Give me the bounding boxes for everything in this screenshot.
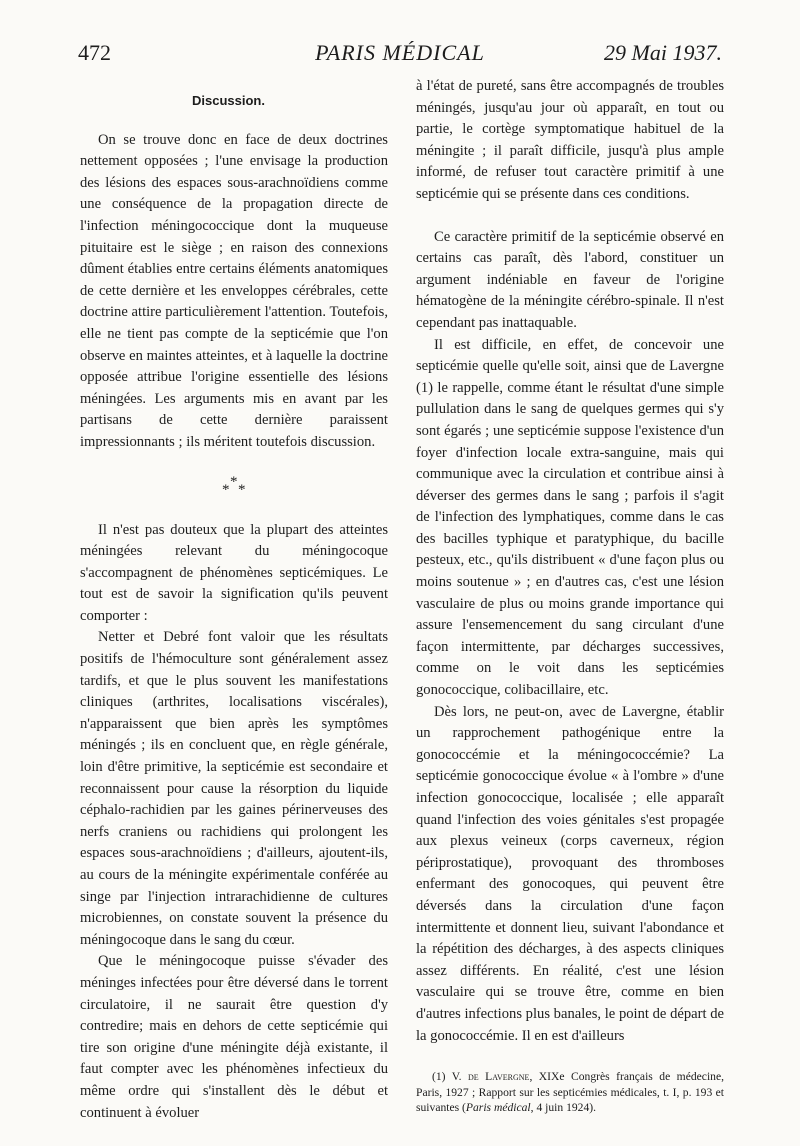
right-column	[416, 76, 724, 1115]
footnote-body: , XIXe Congrès français de médecine, Paris, 1927 ; Rapport sur les septicémies médicales, t. I, p. 193 et suivantes (	[416, 1070, 725, 1114]
footnote-source: Paris médical	[465, 1100, 531, 1114]
paragraph: Netter et Debré font valoir que les résultats positifs de l'hémoculture sont généralement assez tardifs, et que le plus souvent les manifestations cliniques (arthrites, localisations viscérales), n'apparaissent que bien après les symptômes méningés ; ils en concluent que, en règle générale, loin d'être primitive, la septicémie est secondaire et reconnaissent pour cause la résorption du liquide céphalo-rachidien par les gaines périnerveuses des nerfs craniens ou rachidiens qui prolongent les espaces sous-arachnoïdiens ; d'ailleurs, ajoutent-ils, au cours de la méningite expérimentale conférée au singe par l'injection intrarachidienne de cultures microbiennes, on constate souvent la présence du méningocoque dans le sang du cœur.	[80, 629, 388, 948]
left-column	[80, 76, 388, 1124]
paragraph: Il n'est pas douteux que la plupart des atteintes méningées relevant du méningocoque s'accompagnent de phénomènes septicémiques. Le tout est de savoir la signification qu'ils peuvent comporter :	[80, 521, 388, 624]
paragraph: On se trouve donc en face de deux doctrines nettement opposées ; l'une envisage la production des lésions des espaces sous-arachnoïdiens comme une conséquence de la propagation directe de l'infection méningococcique dont la muqueuse pituitaire est le siège ; en raison des connexions dûment établies entre certains éléments anatomiques de cette dernière et les enveloppes cérébrales, cette doctrine attire particulièrement l'attention. Toutefois, elle ne tient pas compte de la septicémie que l'on observe en maintes atteintes, et à laquelle la doctrine opposée attribue l'origine essentielle des lésions méningées. Les arguments mis en avant par les partisans de cette dernière paraissent impressionnants ; ils méritent toutefois discussion.	[80, 131, 388, 450]
journal-title: PARIS MÉDICAL	[315, 40, 485, 65]
footnote-marker: (1) V.	[432, 1070, 462, 1084]
section-title: Discussion.	[192, 93, 265, 108]
paragraph: Il est difficile, en effet, de concevoir une septicémie quelle qu'elle soit, ainsi que de Lavergne (1) le rappelle, comme étant le résultat d'une simple pullulation dans le sang de quelques germes qui s'y sont égarés ; une septicémie suppose l'existence d'un foyer d'infection locale extra-sanguine, mais qui communique avec la circulation et contribue ainsi à déverser des germes dans le sang ; parfois il s'agit de l'infection des lymphatiques, comme dans le cas des bacilles typhique et paratyphique, du bacille pesteux, etc., qu'ils distribuent « d'une façon plus ou moins soutenue » ; en d'autres cas, c'est une lésion vasculaire de plus ou moins grande importance qui assure l'ensemencement du sang circulant d'une façon intermittente, par décharges successives, comme on le voit dans les septicémies gonococcique, colibacillaire, etc.	[416, 336, 724, 699]
asterism-divider	[80, 462, 388, 512]
paragraph: Ce caractère primitif de la septicémie observé en certains cas paraît, dès l'abord, constituer un argument indéniable en faveur de l'origine hématogène de la méningite cérébro-spinale. Il n'est cependant pas inattaquable.	[416, 228, 724, 331]
page-number: 472	[78, 40, 111, 65]
paragraph: Que le méningocoque puisse s'évader des méninges infectées pour être déversé dans le torrent circulatoire, il ne saurait être question d'y contredire; mais en dehors de cette septicémie qui tire son origine d'une méningite déjà existante, il faut compter avec les phénomènes infectieux du même ordre qui s'installent dès le début et continuent à évoluer	[80, 953, 388, 1121]
asterism-star: *	[238, 481, 246, 498]
asterism-star: *	[230, 473, 238, 490]
asterism-star: *	[222, 481, 230, 498]
footnote-author: de Lavergne	[468, 1070, 530, 1084]
paragraph: Dès lors, ne peut-on, avec de Lavergne, établir un rapprochement pathogénique entre la gonococcémie et la méningococcémie? La septicémie gonococcique évolue « à l'ombre » d'une infection gonococcique, localisée ; elle apparaît quand l'infection des voies génitales s'est propagée aux plexus veineux (corps caverneux, région périprostatique), provoquant des thromboses enfermant des gonocoques, qui peuvent être déversés dans la circulation d'une façon intermittente et donnent lieu, suivant l'abondance et la répétition des décharges, à des aspects cliniques assez différents. En réalité, c'est une lésion vasculaire qui se trouve être, comme en bien d'autres infections plus banales, le point de départ de la gonococcémie. Il en est d'ailleurs	[416, 703, 724, 1044]
footnote-text	[416, 1069, 724, 1115]
issue-date: 29 Mai 1937.	[604, 40, 722, 65]
footnote-body-end: , 4 juin 1924).	[530, 1100, 597, 1114]
footnote	[416, 1069, 724, 1115]
running-header	[78, 40, 722, 70]
paragraph: à l'état de pureté, sans être accompagnés de troubles méningés, jusqu'au jour où apparaît, en tout ou partie, le cortège symptomatique habituel de la méningite ; il paraît difficile, jusqu'à plus ample informé, de refuser tout caractère primitif à une septicémie qui se présente dans ces conditions.	[416, 78, 724, 202]
